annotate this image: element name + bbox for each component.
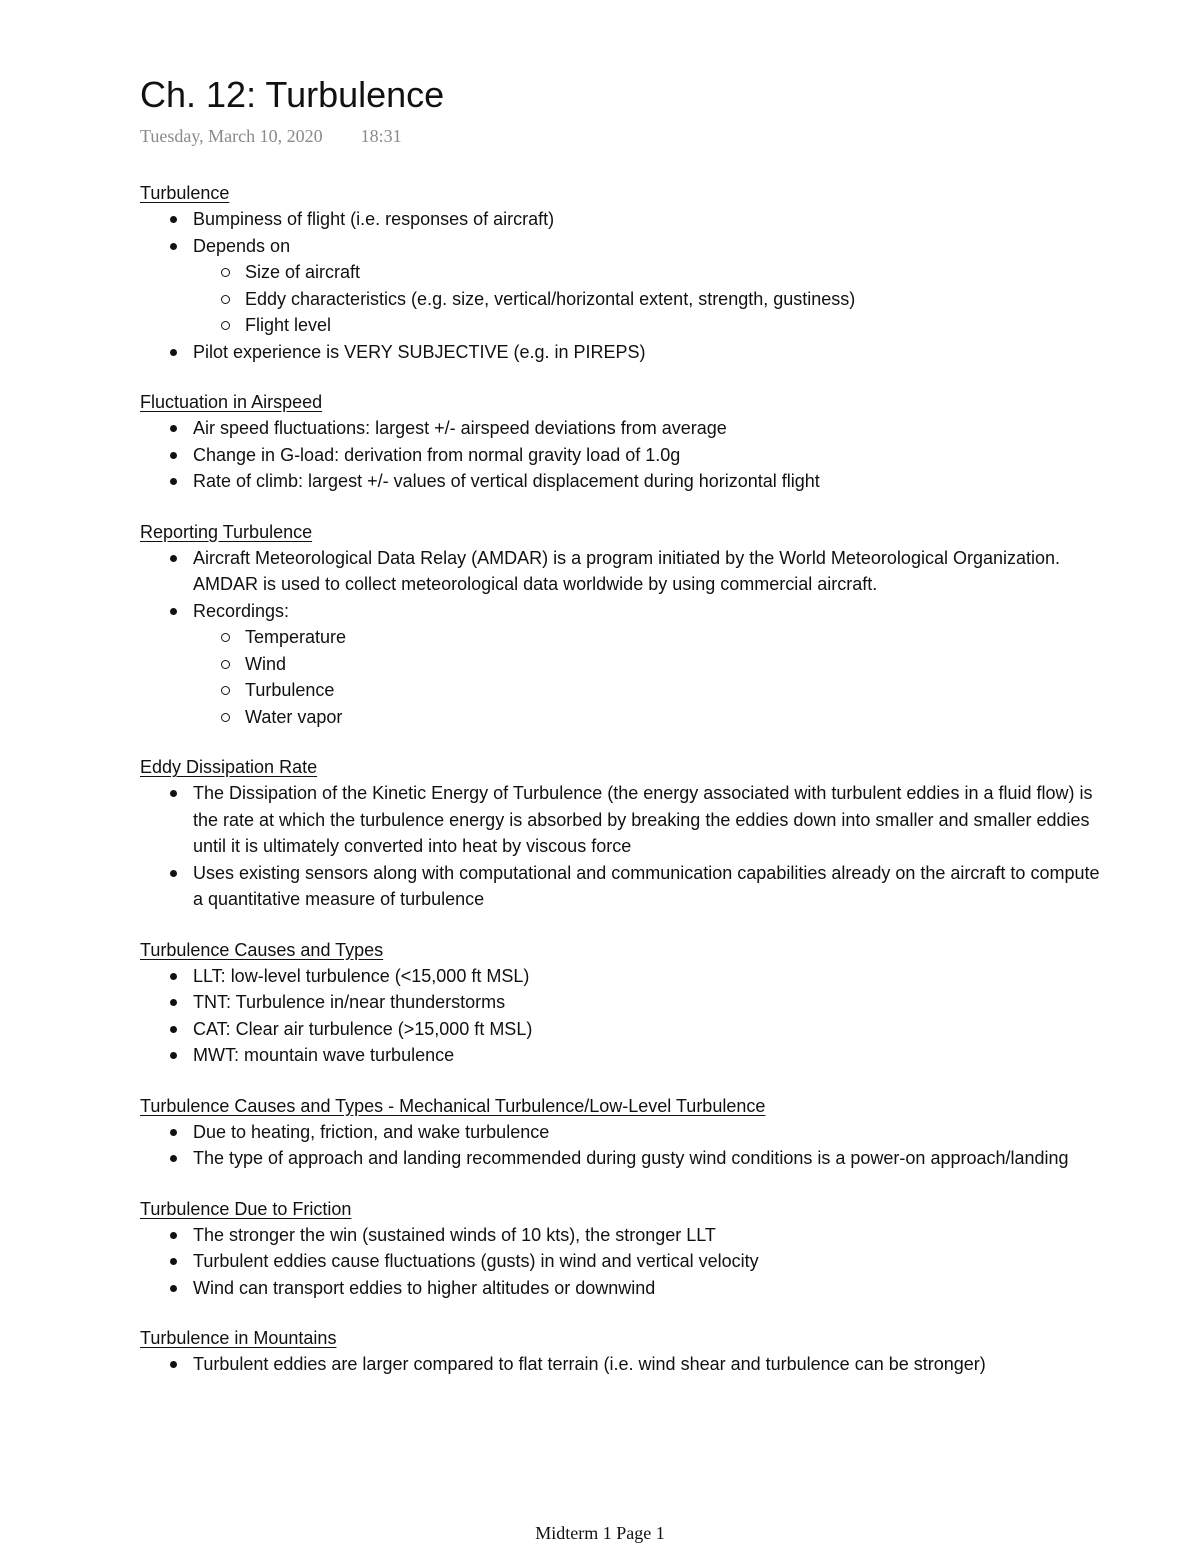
note-section — [140, 389, 1100, 495]
note-section — [140, 1196, 1100, 1302]
list-item — [140, 468, 1100, 495]
note-section — [140, 1093, 1100, 1172]
sub-list-item — [193, 312, 1100, 339]
note-section — [140, 519, 1100, 731]
sub-list-item — [193, 624, 1100, 651]
sub-list-item-text: Water vapor — [245, 706, 343, 727]
sub-list-item-text: Flight level — [245, 315, 332, 335]
list-item — [140, 1222, 1100, 1249]
page-time: 18:31 — [360, 126, 402, 146]
list-item-text: Aircraft Meteorological Data Relay (AMDAR) is a program initiated by the World Meteorological Organization. AMDAR is used to collect meteorological data worldwide by using commercial aircraft. — [193, 547, 1061, 594]
list-item — [140, 1016, 1100, 1043]
list-item — [140, 1145, 1100, 1172]
list-item-text: Wind can transport eddies to higher altitudes or downwind — [193, 1277, 656, 1298]
bullet-dot-icon — [170, 973, 177, 980]
hollow-bullet-icon — [221, 713, 230, 722]
sub-list-item — [193, 677, 1100, 704]
list-item-text: Recordings: — [193, 600, 290, 621]
hollow-bullet-icon — [221, 660, 230, 669]
section-heading: Eddy Dissipation Rate — [140, 757, 318, 777]
sub-bullet-list — [140, 624, 1100, 730]
bullet-list — [140, 415, 1100, 495]
hollow-bullet-icon — [221, 295, 230, 304]
bullet-dot-icon — [170, 243, 177, 250]
list-item-text: MWT: mountain wave turbulence — [193, 1045, 455, 1065]
list-item-text: Bumpiness of flight (i.e. responses of aircraft) — [193, 209, 555, 229]
sub-list-item — [193, 651, 1100, 678]
list-item-text: LLT: low-level turbulence (<15,000 ft MSL) — [193, 965, 530, 986]
bullet-dot-icon — [170, 478, 177, 485]
bullet-dot-icon — [170, 870, 177, 877]
section-heading: Turbulence Causes and Types — [140, 939, 384, 960]
bullet-dot-icon — [170, 1155, 177, 1162]
section-heading: Turbulence — [140, 183, 230, 203]
list-item-text: Due to heating, friction, and wake turbulence — [193, 1121, 550, 1142]
page-footer: Midterm 1 Page 1 — [535, 1523, 665, 1543]
bullet-dot-icon — [170, 425, 177, 432]
list-item — [140, 1042, 1100, 1069]
bullet-dot-icon — [170, 999, 177, 1006]
list-item — [140, 545, 1100, 598]
list-item-text: Change in G-load: derivation from normal gravity load of 1.0g — [193, 444, 681, 465]
list-item — [140, 1275, 1100, 1302]
section-heading: Turbulence in Mountains — [140, 1328, 337, 1348]
bullet-list — [140, 1351, 1100, 1378]
list-item-text: The type of approach and landing recommended during gusty wind conditions is a power-on approach/landing — [193, 1148, 1069, 1168]
hollow-bullet-icon — [221, 321, 230, 330]
section-heading: Reporting Turbulence — [140, 521, 313, 542]
section-heading: Turbulence Causes and Types - Mechanical Turbulence/Low-Level Turbulence — [140, 1095, 766, 1116]
bullet-dot-icon — [170, 1285, 177, 1292]
list-item — [140, 442, 1100, 469]
list-item-text: Uses existing sensors along with computational and communication capabilities already on the aircraft to compute a quantitative measure of turbulence — [193, 862, 1100, 909]
bullet-list — [140, 963, 1100, 1069]
list-item-text: Pilot experience is VERY SUBJECTIVE (e.g. in PIREPS) — [193, 341, 646, 362]
list-item — [140, 233, 1100, 339]
sub-list-item-text: Eddy characteristics (e.g. size, vertical/horizontal extent, strength, gustiness) — [245, 288, 856, 309]
list-item — [140, 963, 1100, 990]
bullet-dot-icon — [170, 1258, 177, 1265]
bullet-dot-icon — [170, 1026, 177, 1033]
bullet-dot-icon — [170, 1129, 177, 1136]
bullet-list — [140, 780, 1100, 913]
list-item — [140, 989, 1100, 1016]
section-heading: Fluctuation in Airspeed — [140, 392, 323, 412]
list-item-text: Turbulent eddies cause fluctuations (gusts) in wind and vertical velocity — [193, 1251, 759, 1271]
sub-list-item-text: Turbulence — [245, 680, 335, 700]
list-item-text: Turbulent eddies are larger compared to flat terrain (i.e. wind shear and turbulence can be stronger) — [193, 1354, 986, 1374]
note-section — [140, 1325, 1100, 1378]
sub-list-item — [193, 286, 1100, 313]
note-section — [140, 937, 1100, 1069]
note-page — [140, 72, 1100, 1378]
bullet-list — [140, 206, 1100, 365]
list-item-text: Rate of climb: largest +/- values of vertical displacement during horizontal flight — [193, 471, 820, 491]
hollow-bullet-icon — [221, 268, 230, 277]
list-item-text: CAT: Clear air turbulence (>15,000 ft MSL) — [193, 1018, 533, 1039]
list-item — [140, 339, 1100, 366]
bullet-list — [140, 545, 1100, 731]
bullet-list — [140, 1222, 1100, 1302]
sub-list-item-text: Wind — [245, 653, 287, 674]
bullet-dot-icon — [170, 1232, 177, 1239]
list-item-text: The stronger the win (sustained winds of 10 kts), the stronger LLT — [193, 1224, 716, 1245]
list-item-text: Depends on — [193, 235, 291, 256]
hollow-bullet-icon — [221, 633, 230, 642]
page-title: Ch. 12: Turbulence — [140, 74, 445, 115]
list-item — [140, 206, 1100, 233]
list-item — [140, 415, 1100, 442]
sub-list-item-text: Temperature — [245, 627, 347, 647]
sub-bullet-list — [140, 259, 1100, 339]
bullet-dot-icon — [170, 349, 177, 356]
list-item-text: The Dissipation of the Kinetic Energy of Turbulence (the energy associated with turbulent eddies in a fluid flow) is the rate at which the turbulence energy is absorbed by breaking the eddies down into smaller and smaller eddies until it is ultimately converted into heat by viscous force — [193, 783, 1093, 856]
note-body — [140, 180, 1100, 1378]
note-section — [140, 180, 1100, 365]
hollow-bullet-icon — [221, 686, 230, 695]
bullet-dot-icon — [170, 555, 177, 562]
list-item-text: TNT: Turbulence in/near thunderstorms — [193, 992, 506, 1012]
bullet-dot-icon — [170, 608, 177, 615]
page-timestamp — [140, 126, 1100, 154]
bullet-dot-icon — [170, 216, 177, 223]
bullet-dot-icon — [170, 1361, 177, 1368]
list-item-text: Air speed fluctuations: largest +/- airspeed deviations from average — [193, 418, 727, 438]
list-item — [140, 598, 1100, 731]
sub-list-item — [193, 259, 1100, 286]
bullet-dot-icon — [170, 1052, 177, 1059]
page-date: Tuesday, March 10, 2020 — [140, 126, 323, 146]
bullet-dot-icon — [170, 452, 177, 459]
bullet-list — [140, 1119, 1100, 1172]
sub-list-item — [193, 704, 1100, 731]
list-item — [140, 780, 1100, 860]
list-item — [140, 1119, 1100, 1146]
list-item — [140, 1351, 1100, 1378]
sub-list-item-text: Size of aircraft — [245, 262, 361, 282]
note-section — [140, 754, 1100, 913]
bullet-dot-icon — [170, 790, 177, 797]
list-item — [140, 860, 1100, 913]
section-heading: Turbulence Due to Friction — [140, 1198, 352, 1219]
list-item — [140, 1248, 1100, 1275]
